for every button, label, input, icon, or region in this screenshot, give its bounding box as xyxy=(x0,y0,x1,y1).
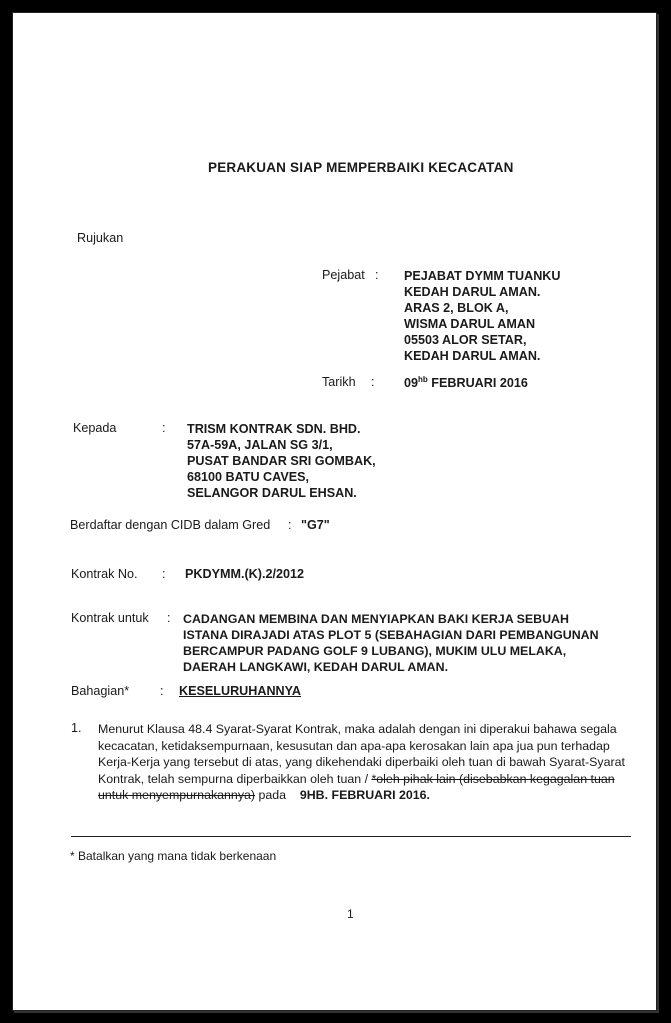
bahagian-label: Bahagian* xyxy=(71,684,130,698)
pejabat-line-1: PEJABAT DYMM TUANKU xyxy=(404,269,561,283)
kontrak-no-value: PKDYMM.(K).2/2012 xyxy=(185,567,304,581)
tarikh-value xyxy=(404,375,528,390)
pejabat-line-6: KEDAH DARUL AMAN. xyxy=(404,349,541,363)
kepada-label: Kepada xyxy=(73,421,117,435)
kontrak-untuk-text xyxy=(183,611,599,675)
kepada-address xyxy=(187,421,376,501)
tarikh-day: 09 xyxy=(404,376,419,391)
tarikh-label: Tarikh xyxy=(322,375,356,389)
page-number: 1 xyxy=(347,907,354,921)
paragraph-number: 1. xyxy=(71,721,82,735)
kepada-line-2: 57A-59A, JALAN SG 3/1, xyxy=(187,438,333,452)
kepada-line-3: PUSAT BANDAR SRI GOMBAK, xyxy=(187,454,376,468)
kontrak-no-label: Kontrak No. xyxy=(71,567,138,581)
footnote: * Batalkan yang mana tidak berkenaan xyxy=(70,849,277,863)
cidb-colon: : xyxy=(288,518,292,532)
paragraph-1-struck-text: *oleh pihak lain (disebabkan kegagalan tuan untuk menyempurnakannya) xyxy=(98,771,615,802)
bahagian-value: KESELURUHANNYA xyxy=(179,684,301,698)
kontrak-untuk-line-2: ISTANA DIRAJADI ATAS PLOT 5 (SEBAHAGIAN DARI PEMBANGUNAN xyxy=(183,628,599,642)
document-title: PERAKUAN SIAP MEMPERBAIKI KECACATAN xyxy=(208,160,514,175)
paragraph-1-date: 9HB. FEBRUARI 2016. xyxy=(299,788,430,802)
kepada-line-1: TRISM KONTRAK SDN. BHD. xyxy=(187,422,361,436)
kontrak-untuk-line-1: CADANGAN MEMBINA DAN MENYIAPKAN BAKI KERJA SEBUAH xyxy=(183,612,569,626)
pejabat-address xyxy=(404,268,561,364)
pejabat-label: Pejabat xyxy=(322,268,365,282)
kontrak-no-colon: : xyxy=(162,567,166,581)
bahagian-colon: : xyxy=(160,684,164,698)
kepada-line-5: SELANGOR DARUL EHSAN. xyxy=(187,486,357,500)
kepada-line-4: 68100 BATU CAVES, xyxy=(187,470,310,484)
pejabat-line-5: 05503 ALOR SETAR, xyxy=(404,333,527,347)
pejabat-line-3: ARAS 2, BLOK A, xyxy=(404,301,509,315)
paragraph-1 xyxy=(98,721,638,804)
tarikh-month-year: FEBRUARI 2016 xyxy=(431,376,528,391)
cidb-grade: "G7" xyxy=(301,518,330,532)
cidb-text: Berdaftar dengan CIDB dalam Gred xyxy=(70,518,271,532)
pejabat-line-4: WISMA DARUL AMAN xyxy=(404,317,536,331)
paragraph-1-text: Menurut Klausa 48.4 Syarat-Syarat Kontrak, maka adalah dengan ini diperakui bahawa segala kecacatan, ketidaksempurnaan, kesusutan dan apa-apa kerosakan lain apa jua pun terhadap Kerja-Kerja yang tersebut di atas, yang dikehendaki diperbaiki oleh tuan di bawah Syarat-Syarat Kontrak, telah sempurna diperbaikkan oleh tuan / xyxy=(98,722,625,786)
kontrak-untuk-label: Kontrak untuk xyxy=(71,611,149,625)
pejabat-colon: : xyxy=(375,268,379,282)
paragraph-1-text-pada: pada xyxy=(255,788,290,802)
kontrak-untuk-colon: : xyxy=(167,611,171,625)
document-page xyxy=(12,12,657,1011)
footnote-divider xyxy=(71,836,631,837)
pejabat-line-2: KEDAH DARUL AMAN. xyxy=(404,285,541,299)
kepada-colon: : xyxy=(162,421,166,435)
kontrak-untuk-line-4: DAERAH LANGKAWI, KEDAH DARUL AMAN. xyxy=(183,660,449,674)
rujukan-label: Rujukan xyxy=(77,231,124,245)
tarikh-colon: : xyxy=(371,375,375,389)
tarikh-sup: hb xyxy=(418,375,428,384)
kontrak-untuk-line-3: BERCAMPUR PADANG GOLF 9 LUBANG), MUKIM ULU MELAKA, xyxy=(183,644,567,658)
